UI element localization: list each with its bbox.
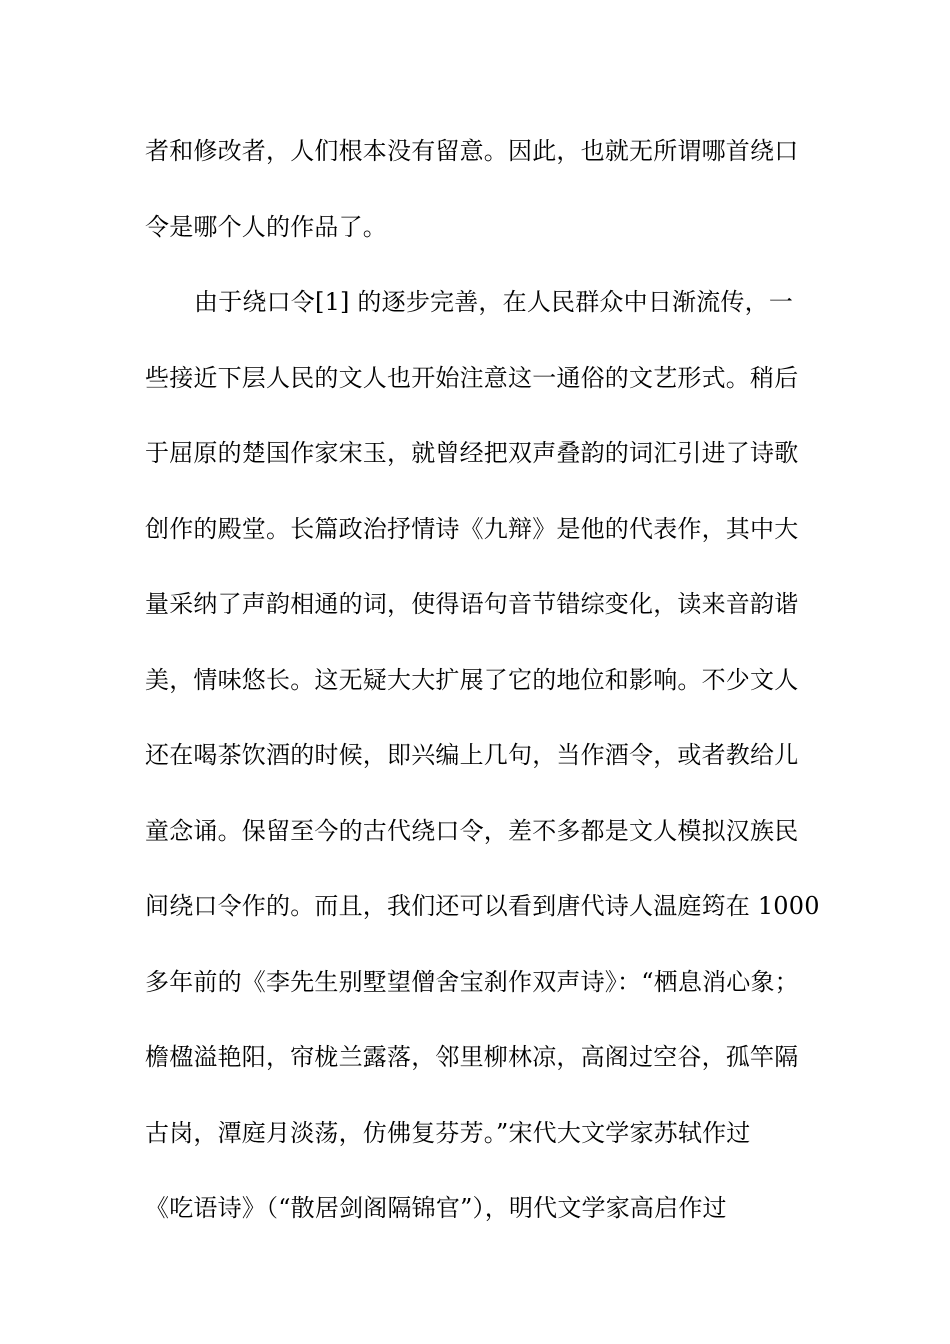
- body-text: [145, 127, 825, 1260]
- text-line: 多年前的《李先生别墅望僧舍宝刹作双声诗》：“栖息消心象；: [145, 967, 799, 996]
- text-line: 古岗，潭庭月淡荡，仿佛复芬芳。”宋代大文学家苏轼作过: [145, 1118, 751, 1147]
- text-line: 创作的殿堂。长篇政治抒情诗《九辩》是他的代表作，其中大: [145, 514, 799, 543]
- text-line: 间绕口令作的。而且，我们还可以看到唐代诗人温庭筠在 1000: [145, 892, 820, 920]
- paragraph-first-line: 由于绕口令[1] 的逐步完善，在人民群众中日渐流传，一: [194, 288, 794, 316]
- text-line: 童念诵。保留至今的古代绕口令，差不多都是文人模拟汉族民: [145, 816, 799, 845]
- text-line: 《吃语诗》（“散居剑阁隔锦官”），明代文学家高启作过: [145, 1194, 727, 1222]
- text-line: 令是哪个人的作品了。: [145, 212, 387, 241]
- text-line: 还在喝茶饮酒的时候，即兴编上几句，当作酒令，或者教给儿: [145, 741, 799, 769]
- text-line: 量采纳了声韵相通的词，使得语句音节错综变化，读来音韵谐: [145, 590, 799, 618]
- text-line: 于屈原的楚国作家宋玉，就曾经把双声叠韵的词汇引进了诗歌: [145, 439, 799, 467]
- text-line: 美，情味悠长。这无疑大大扩展了它的地位和影响。不少文人: [145, 665, 799, 694]
- text-line: 檐楹溢艳阳，帘栊兰露落，邻里柳林凉，高阁过空谷，孤竿隔: [145, 1043, 799, 1071]
- text-line: 些接近下层人民的文人也开始注意这一通俗的文艺形式。稍后: [145, 363, 799, 392]
- text-line: 者和修改者，人们根本没有留意。因此，也就无所谓哪首绕口: [145, 137, 799, 165]
